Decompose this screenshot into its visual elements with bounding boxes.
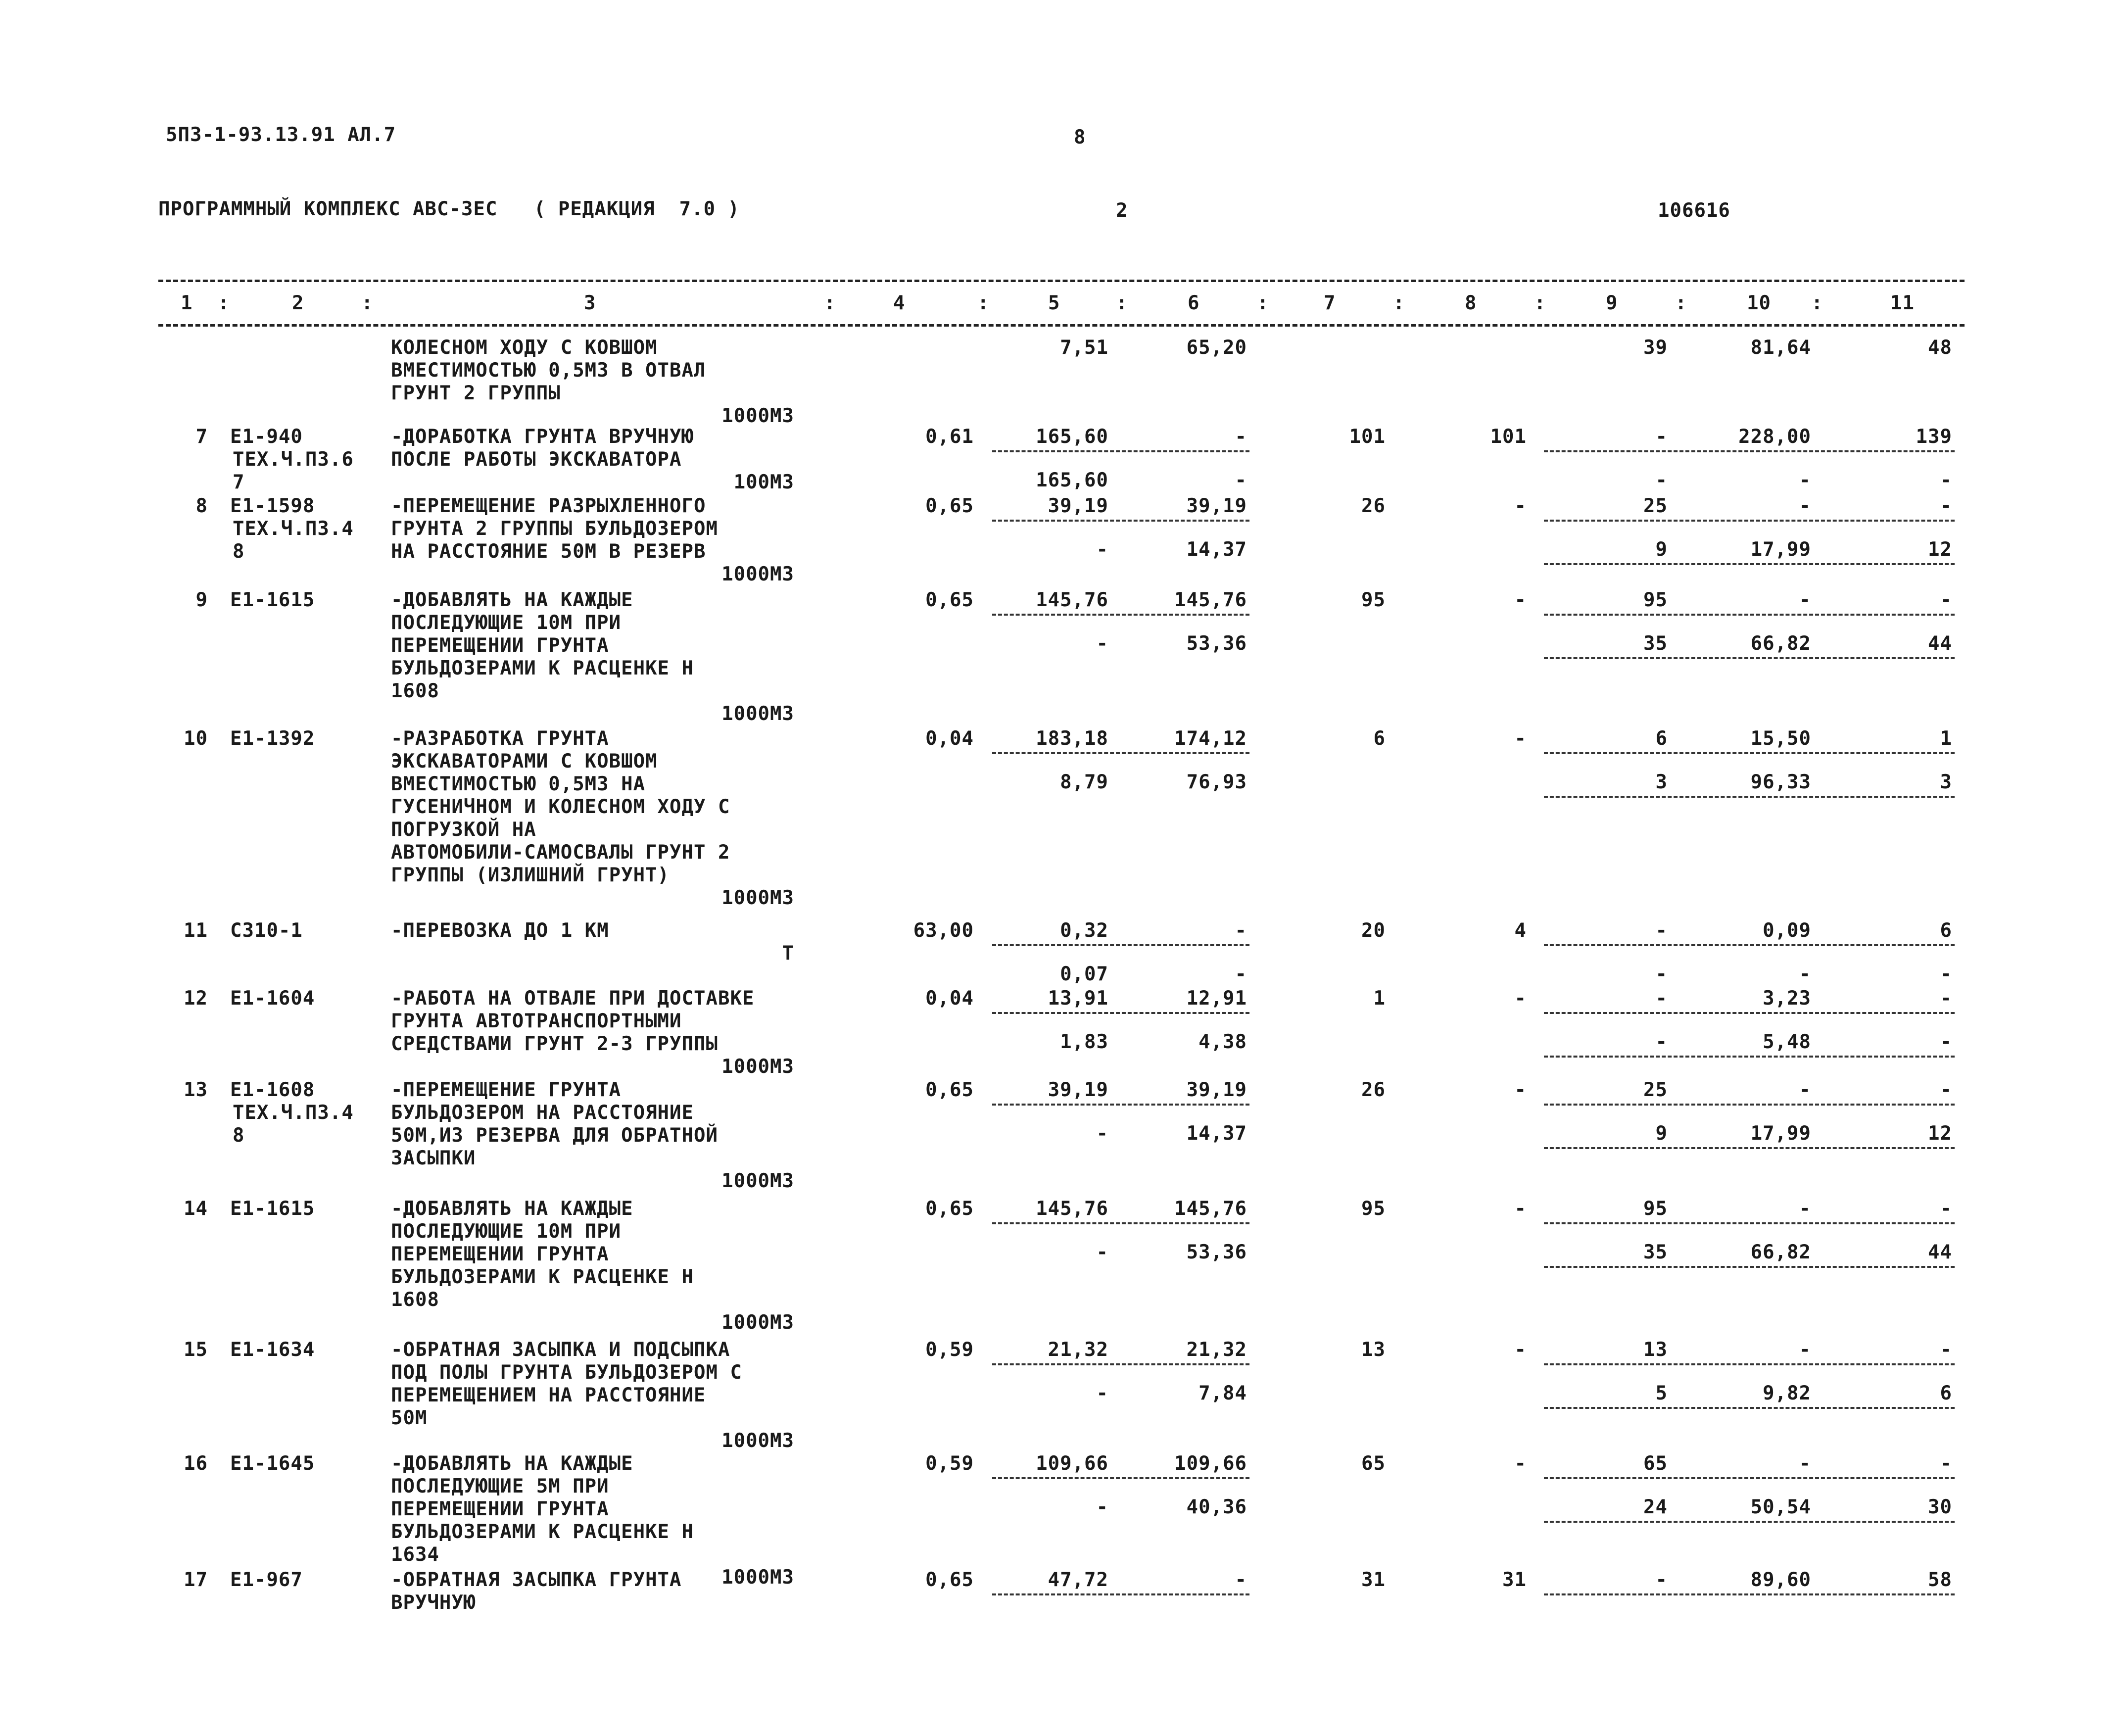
cell-c8: - xyxy=(1514,1339,1527,1361)
cell-c9-second-line: 9 xyxy=(1655,1122,1668,1145)
work-description: ГРУППЫ (ИЗЛИШНИЙ ГРУНТ) xyxy=(391,864,670,886)
cell-c10-second-line: 17,99 xyxy=(1750,538,1811,561)
cell-c6: - xyxy=(1235,426,1247,448)
work-description: БУЛЬДОЗЕРАМИ К РАСЦЕНКЕ Н xyxy=(391,657,694,679)
cost-divider xyxy=(992,1477,1249,1479)
cell-c6: 174,12 xyxy=(1174,727,1247,750)
cell-c7: 6 xyxy=(1373,727,1386,750)
cell-c4: 0,65 xyxy=(925,495,974,517)
cell-c11-second-line: 12 xyxy=(1928,538,1952,561)
row-number: 8 xyxy=(195,495,208,517)
row-number: 13 xyxy=(184,1079,208,1101)
rate-code: 8 xyxy=(233,540,245,563)
cell-c11: - xyxy=(1940,1198,1952,1220)
work-description: ПЕРЕМЕЩЕНИИ ГРУНТА xyxy=(391,1243,609,1265)
cell-c10-second-line: 96,33 xyxy=(1750,771,1811,793)
cell-c5: 145,76 xyxy=(1036,589,1108,611)
document-number: 106616 xyxy=(1658,199,1730,222)
work-description: -РАБОТА НА ОТВАЛЕ ПРИ ДОСТАВКЕ xyxy=(391,987,755,1010)
cell-c6-second-line: 4,38 xyxy=(1199,1031,1247,1053)
cell-c9: 39 xyxy=(1643,337,1668,359)
work-description: ВМЕСТИМОСТЬЮ 0,5М3 В ОТВАЛ xyxy=(391,359,706,382)
row-number: 12 xyxy=(184,987,208,1010)
cell-c6: 145,76 xyxy=(1174,1198,1247,1220)
column-header-6: 6 xyxy=(1188,292,1200,314)
cost-divider-second xyxy=(1544,1521,1955,1523)
cell-c4: 0,04 xyxy=(925,987,974,1010)
cell-c11: - xyxy=(1940,589,1952,611)
work-description: ГРУНТА 2 ГРУППЫ БУЛЬДОЗЕРОМ xyxy=(391,518,718,540)
rate-code: С310-1 xyxy=(230,919,303,942)
cell-c11: 6 xyxy=(1940,919,1952,942)
rate-code: Е1-1634 xyxy=(230,1339,315,1361)
unit-of-measure: 1000М3 xyxy=(721,1170,794,1192)
work-description: АВТОМОБИЛИ-САМОСВАЛЫ ГРУНТ 2 xyxy=(391,841,730,864)
unit-of-measure: 1000М3 xyxy=(721,1430,794,1452)
cell-c8: - xyxy=(1514,589,1527,611)
sheet-number: 2 xyxy=(1116,199,1128,222)
cost-divider xyxy=(1544,1222,1955,1224)
cell-c5: 165,60 xyxy=(1036,426,1108,448)
cell-c10-second-line: 5,48 xyxy=(1763,1031,1811,1053)
cell-c11: - xyxy=(1940,495,1952,517)
work-description: 1634 xyxy=(391,1543,439,1566)
cost-divider xyxy=(1544,520,1955,522)
cell-c8: - xyxy=(1514,1198,1527,1220)
unit-of-measure: 1000М3 xyxy=(721,405,794,427)
cell-c5: 0,32 xyxy=(1060,919,1108,942)
column-header-8: 8 xyxy=(1465,292,1477,314)
cell-c9: - xyxy=(1655,426,1668,448)
cell-c5-second-line: 1,83 xyxy=(1060,1031,1108,1053)
cell-c6-second-line: 53,36 xyxy=(1186,1241,1247,1263)
column-header-9: 9 xyxy=(1606,292,1618,314)
unit-of-measure: 1000М3 xyxy=(721,703,794,725)
cell-c6-second-line: 76,93 xyxy=(1186,771,1247,793)
cell-c10: - xyxy=(1799,1079,1811,1101)
cell-c5: 39,19 xyxy=(1048,495,1108,517)
unit-of-measure: 1000М3 xyxy=(721,1566,794,1589)
cost-divider xyxy=(992,944,1249,946)
header-rule-top xyxy=(158,280,1965,282)
cell-c5-second-line: 8,79 xyxy=(1060,771,1108,793)
work-description: ГРУНТ 2 ГРУППЫ xyxy=(391,382,561,404)
cell-c4: 0,65 xyxy=(925,589,974,611)
work-description: ПОСЛЕ РАБОТЫ ЭКСКАВАТОРА xyxy=(391,448,682,471)
cell-c9-second-line: - xyxy=(1655,469,1668,491)
work-description: -ОБРАТНАЯ ЗАСЫПКА ГРУНТА xyxy=(391,1569,682,1591)
cell-c8: 31 xyxy=(1502,1569,1527,1591)
work-description: -РАЗРАБОТКА ГРУНТА xyxy=(391,727,609,750)
cell-c9-second-line: 24 xyxy=(1643,1496,1668,1518)
cell-c11-second-line: 30 xyxy=(1928,1496,1952,1518)
cell-c5-second-line: 165,60 xyxy=(1036,469,1108,491)
cell-c10-second-line: 50,54 xyxy=(1750,1496,1811,1518)
row-number: 7 xyxy=(195,426,208,448)
cost-divider-second xyxy=(1544,1266,1955,1268)
row-number: 10 xyxy=(184,727,208,750)
cell-c9: 95 xyxy=(1643,589,1668,611)
cell-c8: - xyxy=(1514,1079,1527,1101)
rate-code: Е1-1608 xyxy=(230,1079,315,1101)
cell-c5: 109,66 xyxy=(1036,1452,1108,1475)
cell-c10: - xyxy=(1799,1198,1811,1220)
cell-c5: 145,76 xyxy=(1036,1198,1108,1220)
rate-code: ТЕХ.Ч.П3.6 xyxy=(233,448,354,471)
work-description: ВМЕСТИМОСТЬЮ 0,5М3 НА xyxy=(391,773,646,795)
cell-c6-second-line: 14,37 xyxy=(1186,1122,1247,1145)
work-description: -ПЕРЕМЕЩЕНИЕ РАЗРЫХЛЕННОГО xyxy=(391,495,706,517)
cell-c5-second-line: - xyxy=(1096,1496,1108,1518)
cost-divider xyxy=(1544,944,1955,946)
page-number: 8 xyxy=(1074,126,1086,148)
cell-c10: 15,50 xyxy=(1750,727,1811,750)
rate-code: Е1-1615 xyxy=(230,589,315,611)
cell-c5: 13,91 xyxy=(1048,987,1108,1010)
column-separator: : xyxy=(1393,292,1405,314)
rate-code: ТЕХ.Ч.П3.4 xyxy=(233,1102,354,1124)
row-number: 14 xyxy=(184,1198,208,1220)
work-description: ПОСЛЕДУЮЩИЕ 5М ПРИ xyxy=(391,1475,609,1497)
cell-c11-second-line: 44 xyxy=(1928,1241,1952,1263)
cell-c9-second-line: 5 xyxy=(1655,1382,1668,1404)
column-separator: : xyxy=(1116,292,1128,314)
cost-divider xyxy=(992,614,1249,616)
cell-c7: 65 xyxy=(1361,1452,1386,1475)
work-description: 50М xyxy=(391,1407,428,1429)
cell-c6-second-line: 14,37 xyxy=(1186,538,1247,561)
rate-code: Е1-1392 xyxy=(230,727,315,750)
work-description: ПЕРЕМЕЩЕНИЕМ НА РАССТОЯНИЕ xyxy=(391,1384,706,1406)
work-description: ЗАСЫПКИ xyxy=(391,1147,476,1169)
cell-c10: - xyxy=(1799,589,1811,611)
cell-c10-second-line: - xyxy=(1799,469,1811,491)
cell-c6-second-line: - xyxy=(1235,963,1247,985)
work-description: ВРУЧНУЮ xyxy=(391,1591,476,1614)
cost-divider xyxy=(1544,1477,1955,1479)
cell-c10: 228,00 xyxy=(1738,426,1811,448)
document-code: 5П3-1-93.13.91 АЛ.7 xyxy=(166,124,396,146)
cell-c4: 0,59 xyxy=(925,1452,974,1475)
unit-of-measure: 1000М3 xyxy=(721,887,794,909)
cell-c6: - xyxy=(1235,1569,1247,1591)
cell-c7: 26 xyxy=(1361,495,1386,517)
row-number: 17 xyxy=(184,1569,208,1591)
cost-divider-second xyxy=(1544,563,1955,565)
work-description: КОЛЕСНОМ ХОДУ С КОВШОМ xyxy=(391,337,658,359)
cost-divider xyxy=(992,752,1249,754)
rate-code: Е1-1615 xyxy=(230,1198,315,1220)
work-description: ПОГРУЗКОЙ НА xyxy=(391,819,536,841)
cell-c11-second-line: 12 xyxy=(1928,1122,1952,1145)
cell-c8: - xyxy=(1514,987,1527,1010)
cell-c11-second-line: - xyxy=(1940,1031,1952,1053)
work-description: -ДОБАВЛЯТЬ НА КАЖДЫЕ xyxy=(391,589,633,611)
work-description: НА РАССТОЯНИЕ 50М В РЕЗЕРВ xyxy=(391,540,706,563)
unit-of-measure: 1000М3 xyxy=(721,1056,794,1078)
work-description: ПОСЛЕДУЮЩИЕ 10М ПРИ xyxy=(391,612,622,634)
cost-divider xyxy=(992,1593,1249,1595)
cell-c4: 0,65 xyxy=(925,1198,974,1220)
cost-divider-second xyxy=(1544,657,1955,659)
cell-c10: - xyxy=(1799,495,1811,517)
rate-code: 7 xyxy=(233,471,245,493)
row-number: 9 xyxy=(195,589,208,611)
cell-c9: 6 xyxy=(1655,727,1668,750)
work-description: ПЕРЕМЕЩЕНИИ ГРУНТА xyxy=(391,634,609,657)
cell-c4: 0,65 xyxy=(925,1079,974,1101)
cell-c11-second-line: 6 xyxy=(1940,1382,1952,1404)
cell-c9: 95 xyxy=(1643,1198,1668,1220)
cell-c6: 65,20 xyxy=(1186,337,1247,359)
column-separator: : xyxy=(1811,292,1823,314)
cost-divider xyxy=(992,450,1249,452)
cell-c6: 145,76 xyxy=(1174,589,1247,611)
cell-c4: 0,59 xyxy=(925,1339,974,1361)
cost-divider xyxy=(992,1012,1249,1014)
column-separator: : xyxy=(1534,292,1546,314)
cost-divider xyxy=(992,1363,1249,1365)
cell-c10-second-line: 66,82 xyxy=(1750,632,1811,655)
cell-c10-second-line: 9,82 xyxy=(1763,1382,1811,1404)
column-header-1: 1 xyxy=(181,292,193,314)
cell-c6: 21,32 xyxy=(1186,1339,1247,1361)
cost-divider-second xyxy=(1544,1407,1955,1409)
header-rule-bottom xyxy=(158,324,1965,327)
work-description: -ОБРАТНАЯ ЗАСЫПКА И ПОДСЫПКА xyxy=(391,1339,730,1361)
cell-c7: 20 xyxy=(1361,919,1386,942)
cell-c7: 95 xyxy=(1361,1198,1386,1220)
work-description: БУЛЬДОЗЕРАМИ К РАСЦЕНКЕ Н xyxy=(391,1266,694,1288)
work-description: -ДОБАВЛЯТЬ НА КАЖДЫЕ xyxy=(391,1452,633,1475)
cell-c11: 48 xyxy=(1928,337,1952,359)
column-separator: : xyxy=(361,292,374,314)
program-title: ПРОГРАММНЫЙ КОМПЛЕКС АВС-3ЕС ( РЕДАКЦИЯ 7.0 ) xyxy=(158,198,740,220)
work-description: ПОСЛЕДУЮЩИЕ 10М ПРИ xyxy=(391,1220,622,1243)
cell-c5-second-line: - xyxy=(1096,1241,1108,1263)
rate-code: Е1-1645 xyxy=(230,1452,315,1475)
cell-c9: - xyxy=(1655,919,1668,942)
cell-c8: - xyxy=(1514,727,1527,750)
cell-c5: 39,19 xyxy=(1048,1079,1108,1101)
cost-divider xyxy=(1544,1012,1955,1014)
cell-c6: 109,66 xyxy=(1174,1452,1247,1475)
cell-c11: 58 xyxy=(1928,1569,1952,1591)
cell-c9-second-line: - xyxy=(1655,1031,1668,1053)
unit-of-measure: Т xyxy=(782,942,794,964)
work-description: 50М,ИЗ РЕЗЕРВА ДЛЯ ОБРАТНОЙ xyxy=(391,1124,718,1147)
cost-divider-second xyxy=(1544,1147,1955,1149)
cell-c5: 183,18 xyxy=(1036,727,1108,750)
row-number: 15 xyxy=(184,1339,208,1361)
cell-c7: 31 xyxy=(1361,1569,1386,1591)
work-description: БУЛЬДОЗЕРАМИ К РАСЦЕНКЕ Н xyxy=(391,1521,694,1543)
column-separator: : xyxy=(1257,292,1269,314)
rate-code: 8 xyxy=(233,1124,245,1147)
cell-c11-second-line: 3 xyxy=(1940,771,1952,793)
cost-divider xyxy=(1544,1593,1955,1595)
cell-c9-second-line: - xyxy=(1655,963,1668,985)
cost-divider xyxy=(1544,614,1955,616)
cell-c10: 81,64 xyxy=(1750,337,1811,359)
column-header-2: 2 xyxy=(292,292,304,314)
work-description: -ДОРАБОТКА ГРУНТА ВРУЧНУЮ xyxy=(391,426,694,448)
column-separator: : xyxy=(824,292,836,314)
cell-c8: 4 xyxy=(1514,919,1527,942)
cell-c9: 25 xyxy=(1643,1079,1668,1101)
cell-c10: - xyxy=(1799,1452,1811,1475)
cell-c6-second-line: 53,36 xyxy=(1186,632,1247,655)
cell-c8: - xyxy=(1514,495,1527,517)
work-description: ГУСЕНИЧНОМ И КОЛЕСНОМ ХОДУ С xyxy=(391,796,730,818)
cost-divider-second xyxy=(1544,796,1955,798)
cell-c9-second-line: 3 xyxy=(1655,771,1668,793)
cell-c5: 21,32 xyxy=(1048,1339,1108,1361)
cell-c7: 95 xyxy=(1361,589,1386,611)
rate-code: Е1-1604 xyxy=(230,987,315,1010)
cell-c9: - xyxy=(1655,987,1668,1010)
cell-c5-second-line: - xyxy=(1096,1122,1108,1145)
cell-c10: 3,23 xyxy=(1763,987,1811,1010)
cost-divider xyxy=(992,1222,1249,1224)
work-description: БУЛЬДОЗЕРОМ НА РАССТОЯНИЕ xyxy=(391,1102,694,1124)
cell-c7: 13 xyxy=(1361,1339,1386,1361)
row-number: 11 xyxy=(184,919,208,942)
row-number: 16 xyxy=(184,1452,208,1475)
cell-c8: 101 xyxy=(1490,426,1527,448)
cost-divider xyxy=(1544,1363,1955,1365)
cell-c5-second-line: - xyxy=(1096,632,1108,655)
cell-c4: 0,61 xyxy=(925,426,974,448)
cell-c6: - xyxy=(1235,919,1247,942)
work-description: ЭКСКАВАТОРАМИ С КОВШОМ xyxy=(391,750,658,772)
work-description: -ПЕРЕМЕЩЕНИЕ ГРУНТА xyxy=(391,1079,622,1101)
cell-c4: 63,00 xyxy=(913,919,974,942)
cell-c7: 101 xyxy=(1349,426,1386,448)
work-description: ГРУНТА АВТОТРАНСПОРТНЫМИ xyxy=(391,1010,682,1032)
cell-c9-second-line: 9 xyxy=(1655,538,1668,561)
column-separator: : xyxy=(1675,292,1687,314)
unit-of-measure: 100М3 xyxy=(733,471,794,493)
work-description: СРЕДСТВАМИ ГРУНТ 2-3 ГРУППЫ xyxy=(391,1033,718,1055)
column-header-4: 4 xyxy=(893,292,906,314)
work-description: 1608 xyxy=(391,680,439,702)
cost-divider xyxy=(992,520,1249,522)
cell-c5-second-line: - xyxy=(1096,538,1108,561)
cell-c9: 13 xyxy=(1643,1339,1668,1361)
cell-c9-second-line: 35 xyxy=(1643,1241,1668,1263)
column-header-5: 5 xyxy=(1048,292,1060,314)
unit-of-measure: 1000М3 xyxy=(721,563,794,585)
cell-c10-second-line: 17,99 xyxy=(1750,1122,1811,1145)
cell-c9: 25 xyxy=(1643,495,1668,517)
cell-c10-second-line: - xyxy=(1799,963,1811,985)
rate-code: ТЕХ.Ч.П3.4 xyxy=(233,518,354,540)
cell-c10: 89,60 xyxy=(1750,1569,1811,1591)
column-header-10: 10 xyxy=(1747,292,1771,314)
cost-divider-second xyxy=(1544,1056,1955,1058)
cell-c4: 0,65 xyxy=(925,1569,974,1591)
unit-of-measure: 1000М3 xyxy=(721,1311,794,1334)
column-header-11: 11 xyxy=(1890,292,1915,314)
column-separator: : xyxy=(977,292,990,314)
cell-c11: 1 xyxy=(1940,727,1952,750)
rate-code: Е1-1598 xyxy=(230,495,315,517)
column-separator: : xyxy=(218,292,230,314)
cell-c9-second-line: 35 xyxy=(1643,632,1668,655)
cell-c6-second-line: 7,84 xyxy=(1199,1382,1247,1404)
cell-c5-second-line: 0,07 xyxy=(1060,963,1108,985)
cell-c5-second-line: - xyxy=(1096,1382,1108,1404)
cell-c5: 7,51 xyxy=(1060,337,1108,359)
work-description: ПЕРЕМЕЩЕНИИ ГРУНТА xyxy=(391,1498,609,1520)
cell-c4: 0,04 xyxy=(925,727,974,750)
cell-c6-second-line: - xyxy=(1235,469,1247,491)
work-description: -ПЕРЕВОЗКА ДО 1 КМ xyxy=(391,919,609,942)
rate-code: Е1-940 xyxy=(230,426,303,448)
work-description: ПОД ПОЛЫ ГРУНТА БУЛЬДОЗЕРОМ С xyxy=(391,1361,742,1384)
cell-c6: 12,91 xyxy=(1186,987,1247,1010)
cost-divider xyxy=(992,1104,1249,1106)
work-description: 1608 xyxy=(391,1289,439,1311)
cell-c7: 1 xyxy=(1373,987,1386,1010)
cell-c9: - xyxy=(1655,1569,1668,1591)
cell-c6-second-line: 40,36 xyxy=(1186,1496,1247,1518)
cost-divider xyxy=(1544,752,1955,754)
cell-c6: 39,19 xyxy=(1186,495,1247,517)
rate-code: Е1-967 xyxy=(230,1569,303,1591)
cell-c11: - xyxy=(1940,1079,1952,1101)
cell-c11: - xyxy=(1940,987,1952,1010)
cell-c10: - xyxy=(1799,1339,1811,1361)
cost-divider xyxy=(1544,450,1955,452)
cell-c8: - xyxy=(1514,1452,1527,1475)
cell-c11: - xyxy=(1940,1339,1952,1361)
cell-c9: 65 xyxy=(1643,1452,1668,1475)
work-description: -ДОБАВЛЯТЬ НА КАЖДЫЕ xyxy=(391,1198,633,1220)
cell-c11: - xyxy=(1940,1452,1952,1475)
cell-c11-second-line: 44 xyxy=(1928,632,1952,655)
cell-c7: 26 xyxy=(1361,1079,1386,1101)
cell-c6: 39,19 xyxy=(1186,1079,1247,1101)
column-header-3: 3 xyxy=(584,292,596,314)
cell-c11-second-line: - xyxy=(1940,963,1952,985)
cell-c10-second-line: 66,82 xyxy=(1750,1241,1811,1263)
cell-c11-second-line: - xyxy=(1940,469,1952,491)
cost-divider xyxy=(1544,1104,1955,1106)
cell-c10: 0,09 xyxy=(1763,919,1811,942)
cell-c5: 47,72 xyxy=(1048,1569,1108,1591)
cell-c11: 139 xyxy=(1916,426,1952,448)
column-header-7: 7 xyxy=(1324,292,1336,314)
